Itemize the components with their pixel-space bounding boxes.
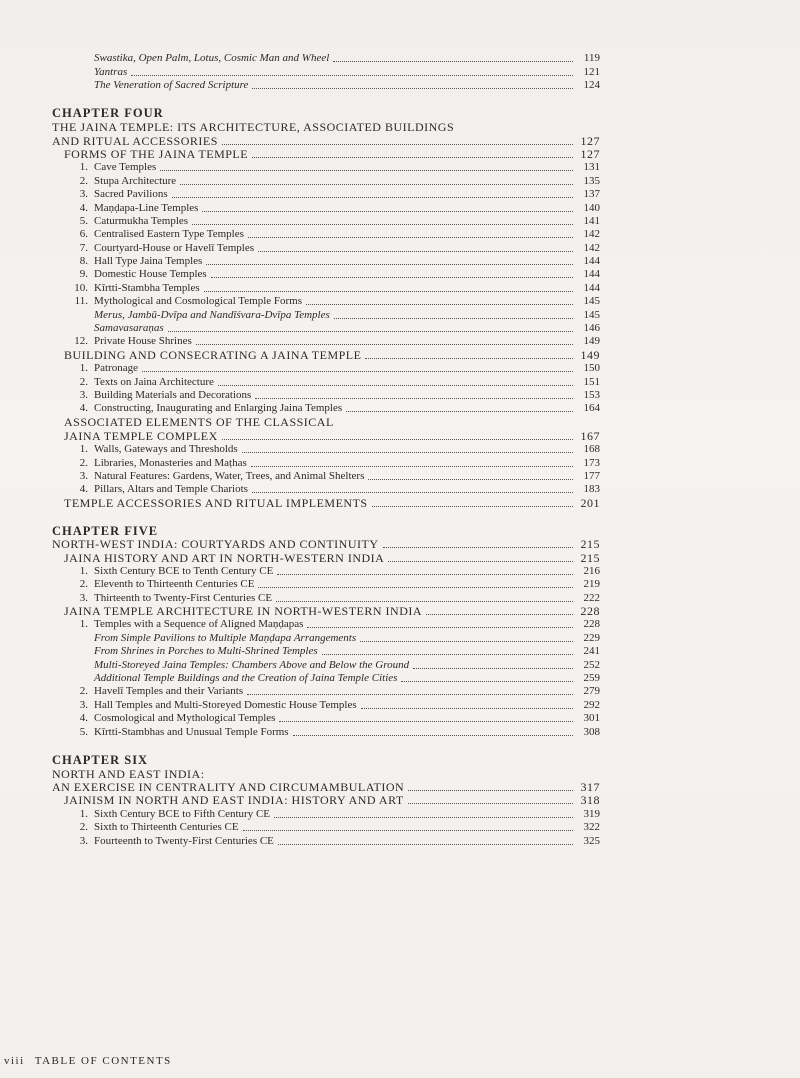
dot-leader	[413, 667, 573, 669]
subentry	[52, 658, 600, 671]
page-number: 127	[580, 133, 600, 148]
page-number: 144	[583, 268, 600, 281]
footer-title: TABLE OF CONTENTS	[34, 1055, 172, 1067]
section-entry	[52, 429, 600, 442]
page-number: 319	[583, 807, 600, 820]
entry-number: 3.	[79, 388, 88, 401]
numbered-entry	[52, 456, 600, 469]
entry-label: Private House Shrines	[94, 335, 192, 348]
entry-label: From Simple Pavilions to Multiple Maṇḍapa Arrangements	[94, 631, 357, 644]
section-items	[52, 443, 600, 497]
section-entry	[52, 496, 600, 509]
page-number: 135	[583, 174, 600, 187]
entry-label: Sixth to Thirteenth Centuries CE	[94, 821, 239, 834]
page-number: 137	[583, 188, 600, 201]
entry-label: Additional Temple Buildings and the Creation of Jaina Temple Cities	[94, 672, 398, 685]
entry-number: 12.	[74, 335, 88, 348]
dot-leader	[258, 586, 573, 588]
page-number: 119	[583, 52, 600, 65]
page-number: 145	[583, 308, 600, 321]
numbered-entry	[52, 578, 600, 591]
entry-label: Constructing, Inaugurating and Enlarging Jaina Temples	[94, 402, 343, 415]
chapter-four-title	[52, 134, 600, 147]
numbered-entry	[52, 228, 600, 241]
entry-label: Texts on Jaina Architecture	[94, 375, 214, 388]
page-number: 151	[583, 375, 600, 388]
entry-label: Maṇḍapa-Line Temples	[94, 201, 199, 214]
entry-label: Courtyard-House or Havelī Temples	[94, 241, 255, 254]
entry-number: 9.	[79, 268, 88, 281]
section-label-line1: ASSOCIATED ELEMENTS OF THE CLASSICAL	[64, 415, 334, 430]
dot-leader	[204, 290, 573, 292]
dot-leader	[372, 505, 573, 507]
page-number: 229	[583, 631, 600, 644]
entry-number: 1.	[79, 807, 88, 820]
section-label: JAINISM IN NORTH AND EAST INDIA: HISTORY AND ART	[64, 793, 404, 808]
entry-label: Fourteenth to Twenty-First Centuries CE	[94, 834, 274, 847]
chapter-five-heading: CHAPTER FIVE	[52, 523, 159, 538]
entry-number: 3.	[79, 834, 88, 847]
entry-label: Libraries, Monasteries and Maṭhas	[94, 456, 247, 469]
dot-leader	[251, 465, 573, 467]
entry-number: 1.	[79, 618, 88, 631]
dot-leader	[278, 843, 573, 845]
dot-leader	[426, 613, 573, 615]
chapter-four-title-line2: AND RITUAL ACCESSORIES	[52, 133, 218, 148]
dot-leader	[211, 276, 573, 278]
numbered-entry	[52, 295, 600, 308]
entry-label: Cave Temples	[94, 161, 157, 174]
numbered-entry	[52, 698, 600, 711]
entry-number: 4.	[79, 483, 88, 496]
chapter-title-label: AN EXERCISE IN CENTRALITY AND CIRCUMAMBULATION	[52, 779, 405, 794]
dot-leader	[383, 546, 574, 548]
dot-leader	[206, 263, 573, 265]
page-number: 215	[580, 537, 600, 552]
entry-label: Temples with a Sequence of Aligned Maṇḍapas	[94, 618, 304, 631]
section-entry	[52, 794, 600, 807]
dot-leader	[365, 357, 573, 359]
entry-number: 2.	[79, 821, 88, 834]
page-number: 259	[583, 672, 600, 685]
dot-leader	[306, 303, 573, 305]
entry-label: Multi-Storeyed Jaina Temples: Chambers Above and Below the Ground	[94, 658, 410, 671]
dot-leader	[408, 789, 573, 791]
page-number: 124	[583, 79, 600, 92]
section-entry	[52, 348, 600, 361]
page-number: 177	[583, 469, 600, 482]
chapter-title-label: NORTH-WEST INDIA: COURTYARDS AND CONTINUITY	[52, 537, 379, 552]
chapter-four-heading: CHAPTER FOUR	[52, 106, 164, 121]
numbered-entry	[52, 281, 600, 294]
page-number: 228	[583, 618, 600, 631]
entry-label: Walls, Gateways and Thresholds	[94, 443, 238, 456]
page-number: 168	[583, 443, 600, 456]
dot-leader	[361, 707, 573, 709]
dot-leader	[408, 802, 573, 804]
dot-leader	[222, 143, 573, 145]
dot-leader	[142, 370, 573, 372]
chapter-six-heading: CHAPTER SIX	[52, 752, 149, 767]
entry-number: 2.	[79, 685, 88, 698]
section-subitems	[52, 308, 600, 335]
chapter-six-title	[52, 781, 600, 794]
dot-leader	[279, 720, 573, 722]
page-number: 201	[580, 495, 600, 510]
numbered-entry	[52, 201, 600, 214]
section-items	[52, 685, 600, 739]
entry-label: The Veneration of Sacred Scripture	[94, 79, 249, 92]
entry-label: Natural Features: Gardens, Water, Trees, and Animal Shelters	[94, 469, 365, 482]
entry-number: 5.	[79, 725, 88, 738]
footer-page-number: viii	[4, 1055, 25, 1067]
entry-label: Swastika, Open Palm, Lotus, Cosmic Man and Wheel	[94, 52, 330, 65]
entry-number: 6.	[79, 228, 88, 241]
numbered-entry	[52, 470, 600, 483]
dot-leader	[222, 438, 573, 440]
page-number: 121	[583, 65, 600, 78]
entry-label: Sacred Pavilions	[94, 188, 168, 201]
page-number: 183	[583, 483, 600, 496]
section-label: FORMS OF THE JAINA TEMPLE	[64, 146, 249, 161]
entry-label: Centralised Eastern Type Temples	[94, 228, 244, 241]
entry-label: Pillars, Altars and Temple Chariots	[94, 483, 248, 496]
page-number: 322	[583, 821, 600, 834]
section-items	[52, 807, 600, 847]
page-number: 167	[580, 428, 600, 443]
numbered-entry	[52, 685, 600, 698]
entry-number: 3.	[79, 698, 88, 711]
subentry	[52, 631, 600, 644]
entry-label: Caturmukha Temples	[94, 214, 189, 227]
dot-leader	[168, 330, 573, 332]
section-label: JAINA TEMPLE ARCHITECTURE IN NORTH-WESTERN INDIA	[64, 604, 423, 619]
numbered-entry	[52, 591, 600, 604]
page-number: 131	[583, 161, 600, 174]
dot-leader	[274, 816, 573, 818]
page-footer	[4, 1055, 172, 1067]
page-number: 317	[580, 779, 600, 794]
dot-leader	[276, 600, 573, 602]
subentry	[52, 672, 600, 685]
entry-label: Kīrtti-Stambha Temples	[94, 281, 200, 294]
section-entry	[52, 605, 600, 618]
section-label: BUILDING AND CONSECRATING A JAINA TEMPLE	[64, 347, 362, 362]
entry-number: 2.	[79, 456, 88, 469]
dot-leader	[192, 223, 573, 225]
dot-leader	[172, 196, 573, 198]
numbered-entry	[52, 834, 600, 847]
numbered-entry	[52, 375, 600, 388]
dot-leader	[360, 640, 573, 642]
entry-number: 2.	[79, 578, 88, 591]
dot-leader	[202, 210, 573, 212]
entry-label: Yantras	[94, 65, 128, 78]
page-number: 150	[583, 362, 600, 375]
numbered-entry	[52, 362, 600, 375]
page-number: 292	[583, 698, 600, 711]
numbered-entry	[52, 255, 600, 268]
page-number: 173	[583, 456, 600, 469]
section-entry	[52, 551, 600, 564]
page-number: 279	[583, 685, 600, 698]
page-number: 301	[583, 712, 600, 725]
numbered-entry	[52, 161, 600, 174]
subentry	[52, 65, 600, 78]
page-number: 149	[583, 335, 600, 348]
page-number: 215	[580, 550, 600, 565]
dot-leader	[160, 169, 573, 171]
page-number: 146	[583, 322, 600, 335]
entry-label: Domestic House Temples	[94, 268, 207, 281]
entry-label: Havelī Temples and their Variants	[94, 685, 244, 698]
dot-leader	[180, 183, 573, 185]
page-number: 164	[583, 402, 600, 415]
table-of-contents	[52, 52, 600, 848]
numbered-entry	[52, 335, 600, 348]
page-number: 252	[583, 658, 600, 671]
continued-entries	[52, 52, 600, 92]
numbered-entry	[52, 821, 600, 834]
entry-number: 10.	[74, 281, 88, 294]
numbered-entry	[52, 268, 600, 281]
entry-number: 1.	[79, 443, 88, 456]
entry-label: Thirteenth to Twenty-First Centuries CE	[94, 591, 273, 604]
entry-number: 1.	[79, 362, 88, 375]
numbered-entry	[52, 807, 600, 820]
numbered-entry	[52, 389, 600, 402]
entry-number: 8.	[79, 255, 88, 268]
entry-number: 5.	[79, 214, 88, 227]
dot-leader	[401, 680, 573, 682]
entry-label: Sixth Century BCE to Fifth Century CE	[94, 807, 271, 820]
dot-leader	[322, 653, 573, 655]
numbered-entry	[52, 565, 600, 578]
numbered-entry	[52, 618, 600, 631]
section-label: JAINA TEMPLE COMPLEX	[64, 428, 218, 443]
page-number: 141	[583, 214, 600, 227]
dot-leader	[247, 693, 573, 695]
numbered-entry	[52, 188, 600, 201]
entry-number: 1.	[79, 564, 88, 577]
entry-label: Hall Temples and Multi-Storeyed Domestic House Temples	[94, 698, 357, 711]
page-number: 140	[583, 201, 600, 214]
entry-number: 4.	[79, 402, 88, 415]
page-number: 153	[583, 388, 600, 401]
entry-number: 1.	[79, 161, 88, 174]
subentry	[52, 645, 600, 658]
numbered-entry	[52, 483, 600, 496]
dot-leader	[388, 560, 573, 562]
subentry	[52, 308, 600, 321]
dot-leader	[293, 734, 573, 736]
page-number: 318	[580, 793, 600, 808]
page-number: 142	[583, 228, 600, 241]
dot-leader	[196, 343, 573, 345]
page-number: 308	[583, 725, 600, 738]
numbered-entry	[52, 174, 600, 187]
entry-number: 2.	[79, 375, 88, 388]
entry-number: 4.	[79, 201, 88, 214]
page-number: 142	[583, 241, 600, 254]
subentry	[52, 52, 600, 65]
page-number: 149	[580, 347, 600, 362]
section-items	[52, 161, 600, 308]
entry-label: Eleventh to Thirteenth Centuries CE	[94, 578, 255, 591]
entry-label: From Shrines in Porches to Multi-Shrined Temples	[94, 645, 318, 658]
entry-number: 11.	[74, 295, 88, 308]
section-entry	[52, 148, 600, 161]
entry-number: 3.	[79, 469, 88, 482]
entry-label: Patronage	[94, 362, 138, 375]
subentry	[52, 322, 600, 335]
dot-leader	[248, 236, 573, 238]
page-number: 219	[583, 578, 600, 591]
chapter-five-title	[52, 538, 600, 551]
dot-leader	[218, 384, 573, 386]
section-subitems	[52, 631, 600, 685]
entry-label: Kīrtti-Stambhas and Unusual Temple Forms	[94, 725, 289, 738]
page-number: 325	[583, 834, 600, 847]
dot-leader	[258, 250, 573, 252]
page-number: 145	[583, 295, 600, 308]
entry-label: Cosmological and Mythological Temples	[94, 712, 276, 725]
dot-leader	[277, 573, 573, 575]
page-number: 144	[583, 255, 600, 268]
page-number: 241	[583, 645, 600, 658]
page-number: 228	[580, 604, 600, 619]
section-items	[52, 565, 600, 605]
numbered-entry	[52, 402, 600, 415]
dot-leader	[255, 397, 573, 399]
dot-leader	[333, 60, 573, 62]
numbered-entry	[52, 725, 600, 738]
dot-leader	[252, 87, 573, 89]
dot-leader	[131, 74, 573, 76]
dot-leader	[334, 317, 573, 319]
entry-label: Mythological and Cosmological Temple Forms	[94, 295, 303, 308]
entry-label: Merus, Jambū-Dvīpa and Nandīśvara-Dvīpa Temples	[94, 308, 330, 321]
chapter-six-title-line1: NORTH AND EAST INDIA:	[52, 766, 205, 781]
entry-number: 3.	[79, 188, 88, 201]
page-number: 216	[583, 564, 600, 577]
dot-leader	[242, 451, 573, 453]
entry-number: 2.	[79, 174, 88, 187]
entry-label: Sixth Century BCE to Tenth Century CE	[94, 564, 274, 577]
dot-leader	[368, 478, 573, 480]
page-number: 127	[580, 146, 600, 161]
entry-number: 3.	[79, 591, 88, 604]
section-items	[52, 362, 600, 416]
entry-number: 7.	[79, 241, 88, 254]
entry-label: Samavasaraṇas	[94, 322, 164, 335]
entry-label: Hall Type Jaina Temples	[94, 255, 203, 268]
dot-leader	[252, 156, 573, 158]
entry-label: Building Materials and Decorations	[94, 388, 252, 401]
numbered-entry	[52, 241, 600, 254]
dot-leader	[252, 491, 573, 493]
page-number: 222	[583, 591, 600, 604]
dot-leader	[346, 410, 573, 412]
chapter-four-title-line1: THE JAINA TEMPLE: ITS ARCHITECTURE, ASSOCIATED BUILDINGS	[52, 120, 455, 135]
numbered-entry	[52, 215, 600, 228]
section-label: JAINA HISTORY AND ART IN NORTH-WESTERN INDIA	[64, 550, 385, 565]
subentry	[52, 79, 600, 92]
dot-leader	[307, 626, 573, 628]
entry-number: 4.	[79, 712, 88, 725]
numbered-entry	[52, 712, 600, 725]
page-number: 144	[583, 281, 600, 294]
numbered-entry	[52, 443, 600, 456]
entry-label: Stupa Architecture	[94, 174, 177, 187]
dot-leader	[243, 829, 573, 831]
section-label: TEMPLE ACCESSORIES AND RITUAL IMPLEMENTS	[64, 495, 368, 510]
